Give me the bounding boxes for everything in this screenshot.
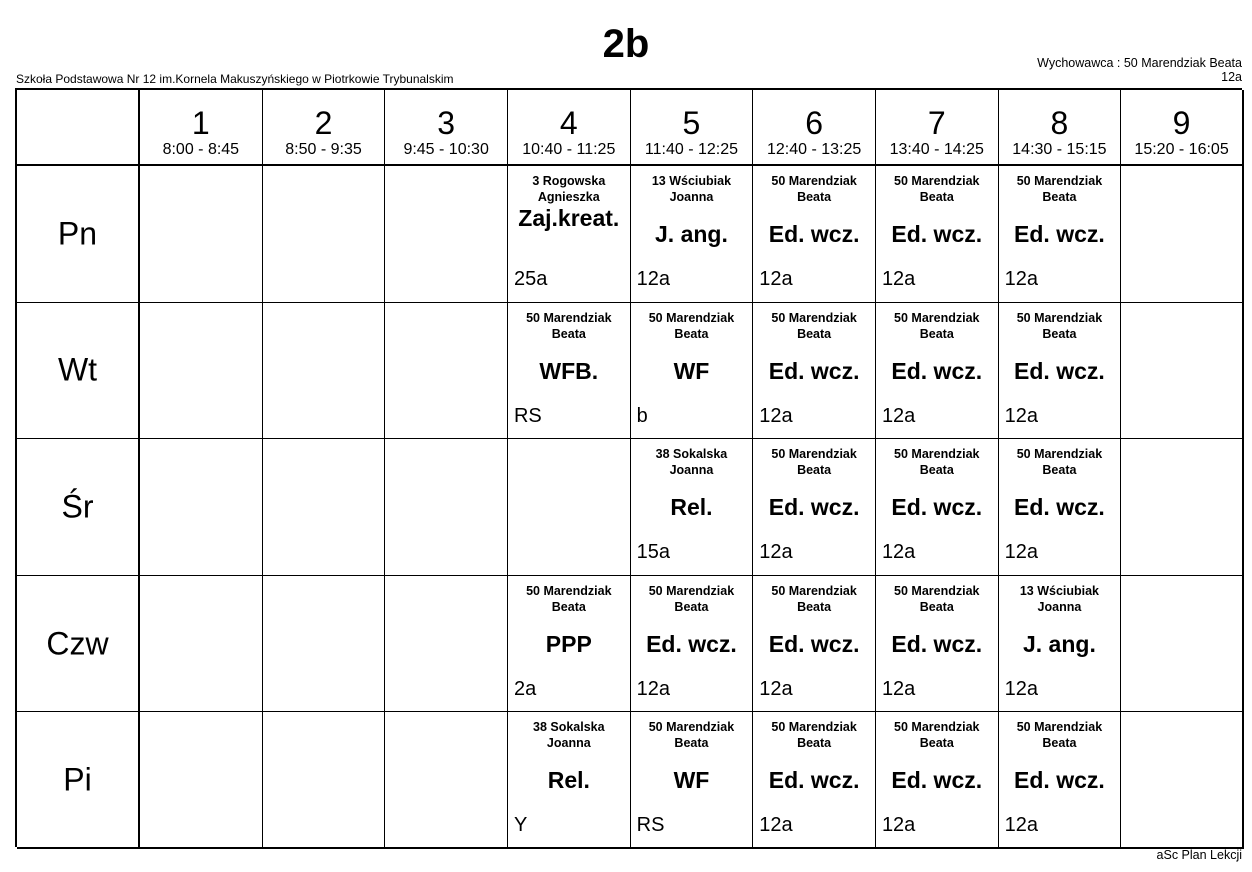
lesson-teacher: 50 Marendziak Beata	[894, 720, 980, 751]
lesson-subject: Rel.	[670, 494, 713, 521]
empty-lesson-cell	[263, 576, 386, 713]
homeroom-teacher: Wychowawca : 50 Marendziak Beata	[1037, 56, 1242, 70]
lesson-teacher: 50 Marendziak Beata	[771, 310, 857, 341]
period-time: 13:40 - 14:25	[889, 141, 984, 158]
lesson-teacher: 50 Marendziak Beata	[1016, 174, 1103, 204]
lesson-room: 12a	[636, 677, 670, 700]
empty-lesson-cell	[1121, 303, 1244, 440]
empty-lesson-cell	[140, 166, 263, 303]
lesson-teacher: 50 Marendziak Beata	[894, 310, 980, 341]
empty-lesson-cell	[385, 303, 508, 440]
lesson-subject: Ed. wcz.	[768, 767, 860, 794]
empty-lesson-cell	[385, 166, 508, 303]
lesson-subject: Ed. wcz.	[1014, 767, 1105, 794]
lesson-subject: Ed. wcz.	[1014, 357, 1105, 384]
lesson-room: RS	[636, 814, 665, 837]
lesson-room: 12a	[759, 404, 793, 427]
day-name: Śr	[61, 488, 94, 525]
period-header-8	[999, 90, 1122, 166]
lesson-teacher: 50 Marendziak Beata	[1016, 720, 1103, 751]
lesson-teacher: 50 Marendziak Beata	[894, 174, 980, 204]
lesson-cell	[876, 712, 999, 849]
empty-lesson-cell	[385, 712, 508, 849]
period-time: 12:40 - 13:25	[766, 141, 862, 158]
lesson-room: 12a	[1004, 404, 1038, 427]
period-number: 7	[927, 105, 946, 141]
period-header-4	[508, 90, 631, 166]
lesson-cell	[753, 439, 876, 576]
period-time: 8:50 - 9:35	[285, 141, 362, 158]
footer-brand: aSc Plan Lekcji	[1156, 848, 1242, 862]
lesson-subject: PPP	[545, 630, 592, 657]
lesson-subject: Ed. wcz.	[1014, 221, 1105, 247]
empty-lesson-cell	[1121, 439, 1244, 576]
lesson-subject: Ed. wcz.	[891, 357, 983, 384]
lesson-room: 12a	[759, 677, 793, 700]
lesson-room: 12a	[636, 268, 670, 290]
lesson-cell	[876, 303, 999, 440]
lesson-cell	[999, 712, 1122, 849]
period-header-1	[140, 90, 263, 166]
period-number: 9	[1172, 105, 1191, 141]
lesson-cell	[508, 576, 631, 713]
empty-lesson-cell	[263, 166, 386, 303]
lesson-room: 12a	[881, 404, 916, 427]
lesson-teacher: 50 Marendziak Beata	[894, 447, 980, 478]
day-name: Pn	[57, 215, 98, 252]
period-number: 6	[805, 105, 823, 141]
lesson-teacher: 38 Sokalska Joanna	[655, 447, 728, 478]
lesson-subject: Ed. wcz.	[768, 357, 860, 384]
day-row-header	[17, 576, 140, 713]
lesson-cell	[999, 303, 1122, 440]
period-number: 2	[314, 105, 333, 141]
lesson-subject: Ed. wcz.	[891, 630, 983, 657]
lesson-room: 12a	[881, 541, 916, 564]
lesson-subject: Ed. wcz.	[891, 767, 983, 794]
lesson-cell	[999, 166, 1122, 303]
lesson-cell	[876, 166, 999, 303]
lesson-teacher: 50 Marendziak Beata	[526, 583, 612, 614]
period-header-5	[631, 90, 754, 166]
period-time: 15:20 - 16:05	[1134, 141, 1229, 158]
lesson-teacher: 50 Marendziak Beata	[648, 310, 735, 341]
lesson-subject: Ed. wcz.	[768, 494, 860, 521]
lesson-cell	[631, 712, 754, 849]
empty-lesson-cell	[1121, 712, 1244, 849]
lesson-subject: Zaj.kreat.	[518, 205, 620, 231]
lesson-room: 12a	[759, 814, 793, 837]
lesson-cell	[753, 303, 876, 440]
lesson-room: 12a	[881, 677, 916, 700]
period-time: 9:45 - 10:30	[403, 141, 489, 158]
lesson-subject: WFB.	[539, 357, 599, 384]
lesson-subject: Ed. wcz.	[768, 221, 860, 247]
lesson-teacher: 50 Marendziak Beata	[1016, 447, 1103, 478]
period-number: 8	[1050, 105, 1069, 141]
timetable-grid	[15, 88, 1242, 847]
day-name: Czw	[46, 625, 109, 662]
lesson-teacher: 50 Marendziak Beata	[894, 583, 980, 614]
lesson-teacher: 50 Marendziak Beata	[771, 447, 857, 478]
empty-lesson-cell	[385, 576, 508, 713]
lesson-room: 12a	[1004, 541, 1038, 564]
lesson-room: 25a	[513, 268, 548, 290]
lesson-cell	[631, 576, 754, 713]
lesson-cell	[508, 712, 631, 849]
homeroom-info	[1037, 56, 1242, 84]
lesson-room: 12a	[881, 268, 916, 290]
lesson-teacher: 38 Sokalska Joanna	[533, 720, 605, 751]
lesson-subject: Ed. wcz.	[768, 630, 860, 657]
period-number: 5	[682, 105, 701, 141]
empty-lesson-cell	[263, 712, 386, 849]
homeroom-room: 12a	[1221, 70, 1242, 84]
empty-lesson-cell	[263, 303, 386, 440]
lesson-room: 12a	[1004, 814, 1038, 837]
lesson-teacher: 50 Marendziak Beata	[771, 720, 857, 751]
lesson-room: 12a	[881, 814, 916, 837]
day-row-header	[17, 712, 140, 849]
empty-lesson-cell	[508, 439, 631, 576]
lesson-subject: J. ang.	[1022, 630, 1096, 657]
lesson-subject: Ed. wcz.	[646, 630, 737, 657]
school-name: Szkoła Podstawowa Nr 12 im.Kornela Makuszyńskiego w Piotrkowie Trybunalskim	[16, 72, 454, 86]
period-number: 4	[559, 105, 578, 141]
lesson-teacher: 50 Marendziak Beata	[1016, 310, 1103, 341]
period-header-3	[385, 90, 508, 166]
empty-lesson-cell	[1121, 576, 1244, 713]
lesson-teacher: 50 Marendziak Beata	[771, 174, 857, 204]
lesson-teacher: 50 Marendziak Beata	[526, 310, 612, 341]
lesson-room: 2a	[513, 677, 537, 700]
day-name: Pi	[63, 761, 92, 798]
lesson-room: 12a	[759, 268, 793, 290]
lesson-cell	[631, 303, 754, 440]
lesson-subject: Ed. wcz.	[891, 494, 983, 521]
page-title: 2b	[602, 22, 650, 66]
day-row-header	[17, 166, 140, 303]
empty-lesson-cell	[140, 439, 263, 576]
lesson-cell	[753, 576, 876, 713]
empty-lesson-cell	[1121, 166, 1244, 303]
lesson-cell	[999, 576, 1122, 713]
lesson-cell	[876, 576, 999, 713]
lesson-cell	[876, 439, 999, 576]
lesson-cell	[631, 166, 754, 303]
empty-lesson-cell	[140, 576, 263, 713]
lesson-room: 12a	[1004, 677, 1038, 700]
period-header-6	[753, 90, 876, 166]
period-time: 10:40 - 11:25	[522, 141, 616, 158]
empty-lesson-cell	[385, 439, 508, 576]
lesson-room: 12a	[1004, 268, 1038, 290]
empty-lesson-cell	[263, 439, 386, 576]
lesson-teacher: 3 Rogowska Agnieszka	[532, 174, 606, 204]
lesson-teacher: 13 Wściubiak Joanna	[651, 174, 732, 204]
period-number: 3	[437, 105, 456, 141]
period-time: 14:30 - 15:15	[1012, 141, 1107, 158]
lesson-teacher: 50 Marendziak Beata	[648, 720, 735, 751]
lesson-room: 12a	[759, 541, 793, 564]
lesson-subject: WF	[673, 767, 710, 794]
day-name: Wt	[57, 351, 98, 388]
lesson-cell	[753, 166, 876, 303]
lesson-teacher: 50 Marendziak Beata	[648, 583, 735, 614]
lesson-cell	[999, 439, 1122, 576]
day-row-header	[17, 439, 140, 576]
empty-lesson-cell	[140, 303, 263, 440]
day-row-header	[17, 303, 140, 440]
lesson-room: RS	[513, 404, 542, 427]
lesson-cell	[753, 712, 876, 849]
period-header-7	[876, 90, 999, 166]
lesson-subject: WF	[673, 357, 710, 384]
lesson-cell	[508, 303, 631, 440]
lesson-room: b	[636, 404, 648, 427]
lesson-teacher: 50 Marendziak Beata	[771, 583, 857, 614]
lesson-subject: Ed. wcz.	[891, 221, 983, 247]
period-time: 8:00 - 8:45	[162, 141, 240, 158]
lesson-subject: Ed. wcz.	[1014, 494, 1105, 521]
period-number: 1	[191, 105, 210, 141]
corner-cell	[17, 90, 140, 166]
period-time: 11:40 - 12:25	[644, 141, 738, 158]
lesson-cell	[631, 439, 754, 576]
period-header-9	[1121, 90, 1244, 166]
lesson-room: 15a	[636, 541, 670, 564]
period-header-2	[263, 90, 386, 166]
lesson-room: Y	[513, 814, 528, 837]
lesson-cell	[508, 166, 631, 303]
lesson-subject: J. ang.	[655, 221, 728, 247]
empty-lesson-cell	[140, 712, 263, 849]
lesson-subject: Rel.	[547, 767, 590, 794]
lesson-teacher: 13 Wściubiak Joanna	[1019, 583, 1100, 614]
